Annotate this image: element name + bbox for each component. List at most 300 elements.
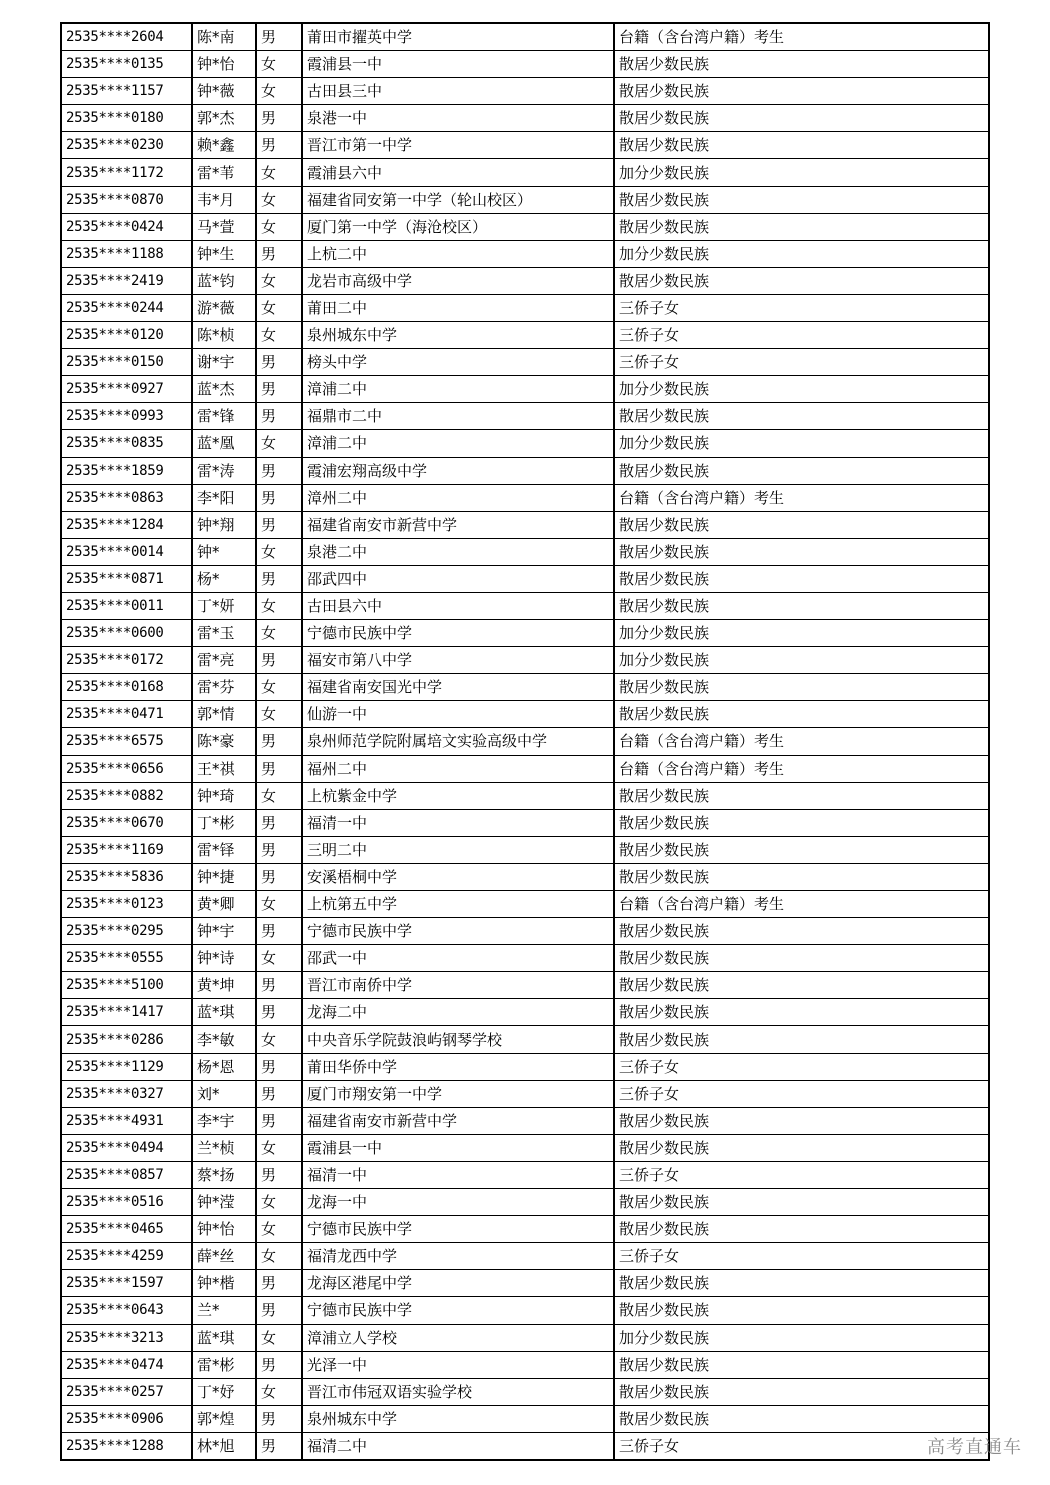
- school-cell: 龙海二中: [302, 999, 614, 1026]
- table-row: [61, 1270, 989, 1297]
- student-name-cell: 黄*坤: [192, 972, 256, 999]
- school-cell: 福鼎市二中: [302, 403, 614, 430]
- gender-cell: 女: [256, 538, 302, 565]
- student-id-cell: 2535****0471: [61, 701, 192, 728]
- category-cell: 散居少数民族: [614, 186, 989, 213]
- gender-cell: 男: [256, 240, 302, 267]
- school-cell: 福清一中: [302, 809, 614, 836]
- category-cell: 加分少数民族: [614, 240, 989, 267]
- category-cell: 散居少数民族: [614, 1270, 989, 1297]
- table-row: [61, 836, 989, 863]
- school-cell: 榜头中学: [302, 349, 614, 376]
- student-id-cell: 2535****1284: [61, 511, 192, 538]
- table-row: [61, 186, 989, 213]
- student-name-cell: 林*旭: [192, 1432, 256, 1460]
- student-id-cell: 2535****0135: [61, 51, 192, 78]
- school-cell: 三明二中: [302, 836, 614, 863]
- gender-cell: 女: [256, 267, 302, 294]
- school-cell: 福清一中: [302, 1161, 614, 1188]
- category-cell: 散居少数民族: [614, 918, 989, 945]
- table-row: [61, 159, 989, 186]
- category-cell: 散居少数民族: [614, 1216, 989, 1243]
- student-id-cell: 2535****0150: [61, 349, 192, 376]
- category-cell: 散居少数民族: [614, 1134, 989, 1161]
- gender-cell: 男: [256, 1405, 302, 1432]
- student-name-cell: 雷*苇: [192, 159, 256, 186]
- student-id-cell: 2535****0014: [61, 538, 192, 565]
- student-name-cell: 钟*滢: [192, 1189, 256, 1216]
- student-name-cell: 李*阳: [192, 484, 256, 511]
- table-row: [61, 511, 989, 538]
- student-id-cell: 2535****1597: [61, 1270, 192, 1297]
- student-name-cell: 陈*豪: [192, 728, 256, 755]
- table-row: [61, 1324, 989, 1351]
- category-cell: 台籍（含台湾户籍）考生: [614, 755, 989, 782]
- student-id-cell: 2535****1859: [61, 457, 192, 484]
- student-name-cell: 钟*薇: [192, 78, 256, 105]
- student-id-cell: 2535****0327: [61, 1080, 192, 1107]
- category-cell: 散居少数民族: [614, 592, 989, 619]
- student-id-cell: 2535****0993: [61, 403, 192, 430]
- student-name-cell: 郭*情: [192, 701, 256, 728]
- table-row: [61, 999, 989, 1026]
- school-cell: 古田县三中: [302, 78, 614, 105]
- gender-cell: 男: [256, 755, 302, 782]
- student-name-cell: 薛*丝: [192, 1243, 256, 1270]
- school-cell: 霞浦县六中: [302, 159, 614, 186]
- student-id-cell: 2535****0168: [61, 674, 192, 701]
- table-row: [61, 484, 989, 511]
- school-cell: 上杭第五中学: [302, 891, 614, 918]
- table-row: [61, 701, 989, 728]
- school-cell: 福州二中: [302, 755, 614, 782]
- category-cell: 散居少数民族: [614, 1378, 989, 1405]
- student-name-cell: 兰*: [192, 1297, 256, 1324]
- school-cell: 宁德市民族中学: [302, 620, 614, 647]
- category-cell: 三侨子女: [614, 1243, 989, 1270]
- student-name-cell: 蓝*杰: [192, 376, 256, 403]
- table-row: [61, 294, 989, 321]
- student-id-cell: 2535****0011: [61, 592, 192, 619]
- student-id-cell: 2535****6575: [61, 728, 192, 755]
- student-name-cell: 钟*翔: [192, 511, 256, 538]
- gender-cell: 女: [256, 674, 302, 701]
- category-cell: 加分少数民族: [614, 376, 989, 403]
- category-cell: 散居少数民族: [614, 674, 989, 701]
- category-cell: 三侨子女: [614, 294, 989, 321]
- category-cell: 散居少数民族: [614, 1351, 989, 1378]
- student-name-cell: 陈*桢: [192, 322, 256, 349]
- category-cell: 台籍（含台湾户籍）考生: [614, 728, 989, 755]
- table-row: [61, 647, 989, 674]
- gender-cell: 女: [256, 1189, 302, 1216]
- gender-cell: 男: [256, 809, 302, 836]
- gender-cell: 女: [256, 945, 302, 972]
- student-id-cell: 2535****0600: [61, 620, 192, 647]
- gender-cell: 男: [256, 511, 302, 538]
- table-row: [61, 1189, 989, 1216]
- gender-cell: 女: [256, 891, 302, 918]
- table-row: [61, 430, 989, 457]
- student-id-cell: 2535****0230: [61, 132, 192, 159]
- category-cell: 散居少数民族: [614, 863, 989, 890]
- student-id-cell: 2535****0670: [61, 809, 192, 836]
- student-name-cell: 蓝*钧: [192, 267, 256, 294]
- student-name-cell: 赖*鑫: [192, 132, 256, 159]
- gender-cell: 男: [256, 1053, 302, 1080]
- school-cell: 福建省南安市新营中学: [302, 511, 614, 538]
- student-id-cell: 2535****0295: [61, 918, 192, 945]
- category-cell: 散居少数民族: [614, 457, 989, 484]
- school-cell: 宁德市民族中学: [302, 1297, 614, 1324]
- student-name-cell: 杨*恩: [192, 1053, 256, 1080]
- gender-cell: 女: [256, 213, 302, 240]
- category-cell: 散居少数民族: [614, 972, 989, 999]
- school-cell: 安溪梧桐中学: [302, 863, 614, 890]
- category-cell: 加分少数民族: [614, 430, 989, 457]
- student-name-cell: 钟*诗: [192, 945, 256, 972]
- watermark-text: 高考直通车: [927, 1437, 1022, 1458]
- table-row: [61, 23, 989, 51]
- table-row: [61, 809, 989, 836]
- school-cell: 莆田二中: [302, 294, 614, 321]
- school-cell: 古田县六中: [302, 592, 614, 619]
- table-row: [61, 782, 989, 809]
- table-row: [61, 1405, 989, 1432]
- gender-cell: 男: [256, 863, 302, 890]
- student-id-cell: 2535****0120: [61, 322, 192, 349]
- student-id-cell: 2535****0244: [61, 294, 192, 321]
- table-row: [61, 213, 989, 240]
- gender-cell: 男: [256, 484, 302, 511]
- school-cell: 厦门市翔安第一中学: [302, 1080, 614, 1107]
- table-row: [61, 918, 989, 945]
- table-row: [61, 565, 989, 592]
- category-cell: 散居少数民族: [614, 213, 989, 240]
- school-cell: 莆田华侨中学: [302, 1053, 614, 1080]
- student-id-cell: 2535****0474: [61, 1351, 192, 1378]
- table-row: [61, 592, 989, 619]
- gender-cell: 女: [256, 51, 302, 78]
- student-name-cell: 蓝*凰: [192, 430, 256, 457]
- table-row: [61, 267, 989, 294]
- student-name-cell: 杨*: [192, 565, 256, 592]
- gender-cell: 女: [256, 159, 302, 186]
- student-id-cell: 2535****0494: [61, 1134, 192, 1161]
- student-name-cell: 王*祺: [192, 755, 256, 782]
- school-cell: 宁德市民族中学: [302, 1216, 614, 1243]
- table-row: [61, 1053, 989, 1080]
- school-cell: 上杭紫金中学: [302, 782, 614, 809]
- category-cell: 散居少数民族: [614, 132, 989, 159]
- gender-cell: 男: [256, 403, 302, 430]
- category-cell: 三侨子女: [614, 1432, 989, 1460]
- student-name-cell: 钟*琦: [192, 782, 256, 809]
- table-row: [61, 105, 989, 132]
- school-cell: 福清龙西中学: [302, 1243, 614, 1270]
- school-cell: 泉州城东中学: [302, 1405, 614, 1432]
- table-row: [61, 1297, 989, 1324]
- school-cell: 泉港一中: [302, 105, 614, 132]
- gender-cell: 女: [256, 294, 302, 321]
- gender-cell: 男: [256, 918, 302, 945]
- student-id-cell: 2535****2604: [61, 23, 192, 51]
- school-cell: 福建省南安国光中学: [302, 674, 614, 701]
- category-cell: 散居少数民族: [614, 836, 989, 863]
- table-row: [61, 1351, 989, 1378]
- student-name-cell: 雷*亮: [192, 647, 256, 674]
- student-name-cell: 钟*: [192, 538, 256, 565]
- student-name-cell: 钟*楷: [192, 1270, 256, 1297]
- table-row: [61, 376, 989, 403]
- student-name-cell: 陈*南: [192, 23, 256, 51]
- school-cell: 漳州二中: [302, 484, 614, 511]
- student-id-cell: 2535****0835: [61, 430, 192, 457]
- school-cell: 霞浦县一中: [302, 51, 614, 78]
- gender-cell: 男: [256, 1161, 302, 1188]
- student-name-cell: 马*萱: [192, 213, 256, 240]
- student-name-cell: 游*薇: [192, 294, 256, 321]
- school-cell: 龙海一中: [302, 1189, 614, 1216]
- roster-body: [61, 23, 989, 1460]
- table-row: [61, 891, 989, 918]
- table-row: [61, 755, 989, 782]
- student-id-cell: 2535****1169: [61, 836, 192, 863]
- school-cell: 福建省南安市新营中学: [302, 1107, 614, 1134]
- category-cell: 散居少数民族: [614, 105, 989, 132]
- table-row: [61, 972, 989, 999]
- gender-cell: 女: [256, 1026, 302, 1053]
- table-row: [61, 1026, 989, 1053]
- table-row: [61, 240, 989, 267]
- gender-cell: 女: [256, 1324, 302, 1351]
- table-row: [61, 863, 989, 890]
- gender-cell: 男: [256, 647, 302, 674]
- gender-cell: 女: [256, 592, 302, 619]
- student-id-cell: 2535****0172: [61, 647, 192, 674]
- gender-cell: 男: [256, 836, 302, 863]
- school-cell: 霞浦宏翔高级中学: [302, 457, 614, 484]
- gender-cell: 男: [256, 1297, 302, 1324]
- student-id-cell: 2535****2419: [61, 267, 192, 294]
- student-name-cell: 李*宇: [192, 1107, 256, 1134]
- student-name-cell: 蓝*琪: [192, 999, 256, 1026]
- student-id-cell: 2535****0123: [61, 891, 192, 918]
- gender-cell: 女: [256, 186, 302, 213]
- table-row: [61, 51, 989, 78]
- student-id-cell: 2535****0555: [61, 945, 192, 972]
- category-cell: 三侨子女: [614, 322, 989, 349]
- student-id-cell: 2535****1172: [61, 159, 192, 186]
- student-name-cell: 李*敏: [192, 1026, 256, 1053]
- student-name-cell: 钟*怡: [192, 51, 256, 78]
- category-cell: 散居少数民族: [614, 809, 989, 836]
- student-id-cell: 2535****0465: [61, 1216, 192, 1243]
- student-id-cell: 2535****5836: [61, 863, 192, 890]
- gender-cell: 男: [256, 1351, 302, 1378]
- student-id-cell: 2535****1288: [61, 1432, 192, 1460]
- gender-cell: 男: [256, 1080, 302, 1107]
- gender-cell: 女: [256, 620, 302, 647]
- gender-cell: 女: [256, 430, 302, 457]
- school-cell: 福安市第八中学: [302, 647, 614, 674]
- student-id-cell: 2535****0656: [61, 755, 192, 782]
- category-cell: 加分少数民族: [614, 159, 989, 186]
- category-cell: 台籍（含台湾户籍）考生: [614, 23, 989, 51]
- gender-cell: 女: [256, 1243, 302, 1270]
- gender-cell: 男: [256, 565, 302, 592]
- category-cell: 三侨子女: [614, 1161, 989, 1188]
- table-row: [61, 620, 989, 647]
- gender-cell: 男: [256, 23, 302, 51]
- student-id-cell: 2535****0424: [61, 213, 192, 240]
- table-row: [61, 945, 989, 972]
- student-id-cell: 2535****0257: [61, 1378, 192, 1405]
- category-cell: 台籍（含台湾户籍）考生: [614, 484, 989, 511]
- category-cell: 散居少数民族: [614, 1189, 989, 1216]
- category-cell: 三侨子女: [614, 1053, 989, 1080]
- student-name-cell: 丁*妤: [192, 1378, 256, 1405]
- gender-cell: 男: [256, 1270, 302, 1297]
- category-cell: 散居少数民族: [614, 267, 989, 294]
- student-id-cell: 2535****0286: [61, 1026, 192, 1053]
- table-row: [61, 1080, 989, 1107]
- school-cell: 漳浦立人学校: [302, 1324, 614, 1351]
- student-name-cell: 蔡*扬: [192, 1161, 256, 1188]
- gender-cell: 女: [256, 1216, 302, 1243]
- category-cell: 散居少数民族: [614, 1297, 989, 1324]
- category-cell: 散居少数民族: [614, 403, 989, 430]
- gender-cell: 男: [256, 1432, 302, 1460]
- category-cell: 加分少数民族: [614, 620, 989, 647]
- gender-cell: 女: [256, 701, 302, 728]
- category-cell: 散居少数民族: [614, 782, 989, 809]
- student-id-cell: 2535****0863: [61, 484, 192, 511]
- school-cell: 厦门第一中学（海沧校区）: [302, 213, 614, 240]
- school-cell: 宁德市民族中学: [302, 918, 614, 945]
- student-id-cell: 2535****3213: [61, 1324, 192, 1351]
- student-id-cell: 2535****0870: [61, 186, 192, 213]
- table-row: [61, 1161, 989, 1188]
- table-row: [61, 538, 989, 565]
- gender-cell: 男: [256, 349, 302, 376]
- school-cell: 泉州师范学院附属培文实验高级中学: [302, 728, 614, 755]
- student-id-cell: 2535****0882: [61, 782, 192, 809]
- table-row: [61, 403, 989, 430]
- gender-cell: 女: [256, 1134, 302, 1161]
- student-name-cell: 雷*玉: [192, 620, 256, 647]
- table-row: [61, 674, 989, 701]
- student-id-cell: 2535****0180: [61, 105, 192, 132]
- table-row: [61, 457, 989, 484]
- school-cell: 仙游一中: [302, 701, 614, 728]
- gender-cell: 男: [256, 728, 302, 755]
- gender-cell: 男: [256, 999, 302, 1026]
- school-cell: 龙岩市高级中学: [302, 267, 614, 294]
- category-cell: 散居少数民族: [614, 1107, 989, 1134]
- school-cell: 泉港二中: [302, 538, 614, 565]
- table-row: [61, 728, 989, 755]
- student-name-cell: 郭*杰: [192, 105, 256, 132]
- category-cell: 台籍（含台湾户籍）考生: [614, 891, 989, 918]
- gender-cell: 女: [256, 1378, 302, 1405]
- student-id-cell: 2535****0927: [61, 376, 192, 403]
- student-name-cell: 兰*桢: [192, 1134, 256, 1161]
- school-cell: 晋江市第一中学: [302, 132, 614, 159]
- table-row: [61, 1243, 989, 1270]
- gender-cell: 男: [256, 105, 302, 132]
- student-id-cell: 2535****1157: [61, 78, 192, 105]
- gender-cell: 女: [256, 78, 302, 105]
- student-id-cell: 2535****0857: [61, 1161, 192, 1188]
- student-name-cell: 丁*妍: [192, 592, 256, 619]
- category-cell: 加分少数民族: [614, 1324, 989, 1351]
- school-cell: 霞浦县一中: [302, 1134, 614, 1161]
- school-cell: 福清二中: [302, 1432, 614, 1460]
- student-id-cell: 2535****1129: [61, 1053, 192, 1080]
- gender-cell: 男: [256, 1107, 302, 1134]
- student-name-cell: 雷*锋: [192, 403, 256, 430]
- category-cell: 散居少数民族: [614, 51, 989, 78]
- student-name-cell: 雷*芬: [192, 674, 256, 701]
- gender-cell: 女: [256, 322, 302, 349]
- student-name-cell: 钟*捷: [192, 863, 256, 890]
- student-id-cell: 2535****0906: [61, 1405, 192, 1432]
- school-cell: 漳浦二中: [302, 376, 614, 403]
- table-row: [61, 1378, 989, 1405]
- school-cell: 泉州城东中学: [302, 322, 614, 349]
- category-cell: 散居少数民族: [614, 701, 989, 728]
- table-row: [61, 1432, 989, 1460]
- category-cell: 散居少数民族: [614, 1026, 989, 1053]
- student-name-cell: 雷*彬: [192, 1351, 256, 1378]
- gender-cell: 男: [256, 972, 302, 999]
- student-name-cell: 郭*煌: [192, 1405, 256, 1432]
- student-id-cell: 2535****1188: [61, 240, 192, 267]
- school-cell: 邵武四中: [302, 565, 614, 592]
- school-cell: 邵武一中: [302, 945, 614, 972]
- category-cell: 散居少数民族: [614, 511, 989, 538]
- student-name-cell: 钟*怡: [192, 1216, 256, 1243]
- school-cell: 光泽一中: [302, 1351, 614, 1378]
- table-row: [61, 132, 989, 159]
- student-id-cell: 2535****0516: [61, 1189, 192, 1216]
- gender-cell: 男: [256, 132, 302, 159]
- school-cell: 龙海区港尾中学: [302, 1270, 614, 1297]
- student-name-cell: 钟*生: [192, 240, 256, 267]
- gender-cell: 男: [256, 457, 302, 484]
- school-cell: 莆田市擢英中学: [302, 23, 614, 51]
- student-id-cell: 2535****5100: [61, 972, 192, 999]
- category-cell: 三侨子女: [614, 349, 989, 376]
- student-id-cell: 2535****4259: [61, 1243, 192, 1270]
- gender-cell: 男: [256, 376, 302, 403]
- student-id-cell: 2535****4931: [61, 1107, 192, 1134]
- student-name-cell: 谢*宇: [192, 349, 256, 376]
- school-cell: 中央音乐学院鼓浪屿钢琴学校: [302, 1026, 614, 1053]
- category-cell: 散居少数民族: [614, 1405, 989, 1432]
- category-cell: 散居少数民族: [614, 78, 989, 105]
- category-cell: 散居少数民族: [614, 999, 989, 1026]
- table-row: [61, 349, 989, 376]
- gender-cell: 女: [256, 782, 302, 809]
- student-name-cell: 雷*铎: [192, 836, 256, 863]
- student-name-cell: 蓝*琪: [192, 1324, 256, 1351]
- school-cell: 福建省同安第一中学（轮山校区）: [302, 186, 614, 213]
- student-name-cell: 刘*: [192, 1080, 256, 1107]
- school-cell: 上杭二中: [302, 240, 614, 267]
- student-id-cell: 2535****1417: [61, 999, 192, 1026]
